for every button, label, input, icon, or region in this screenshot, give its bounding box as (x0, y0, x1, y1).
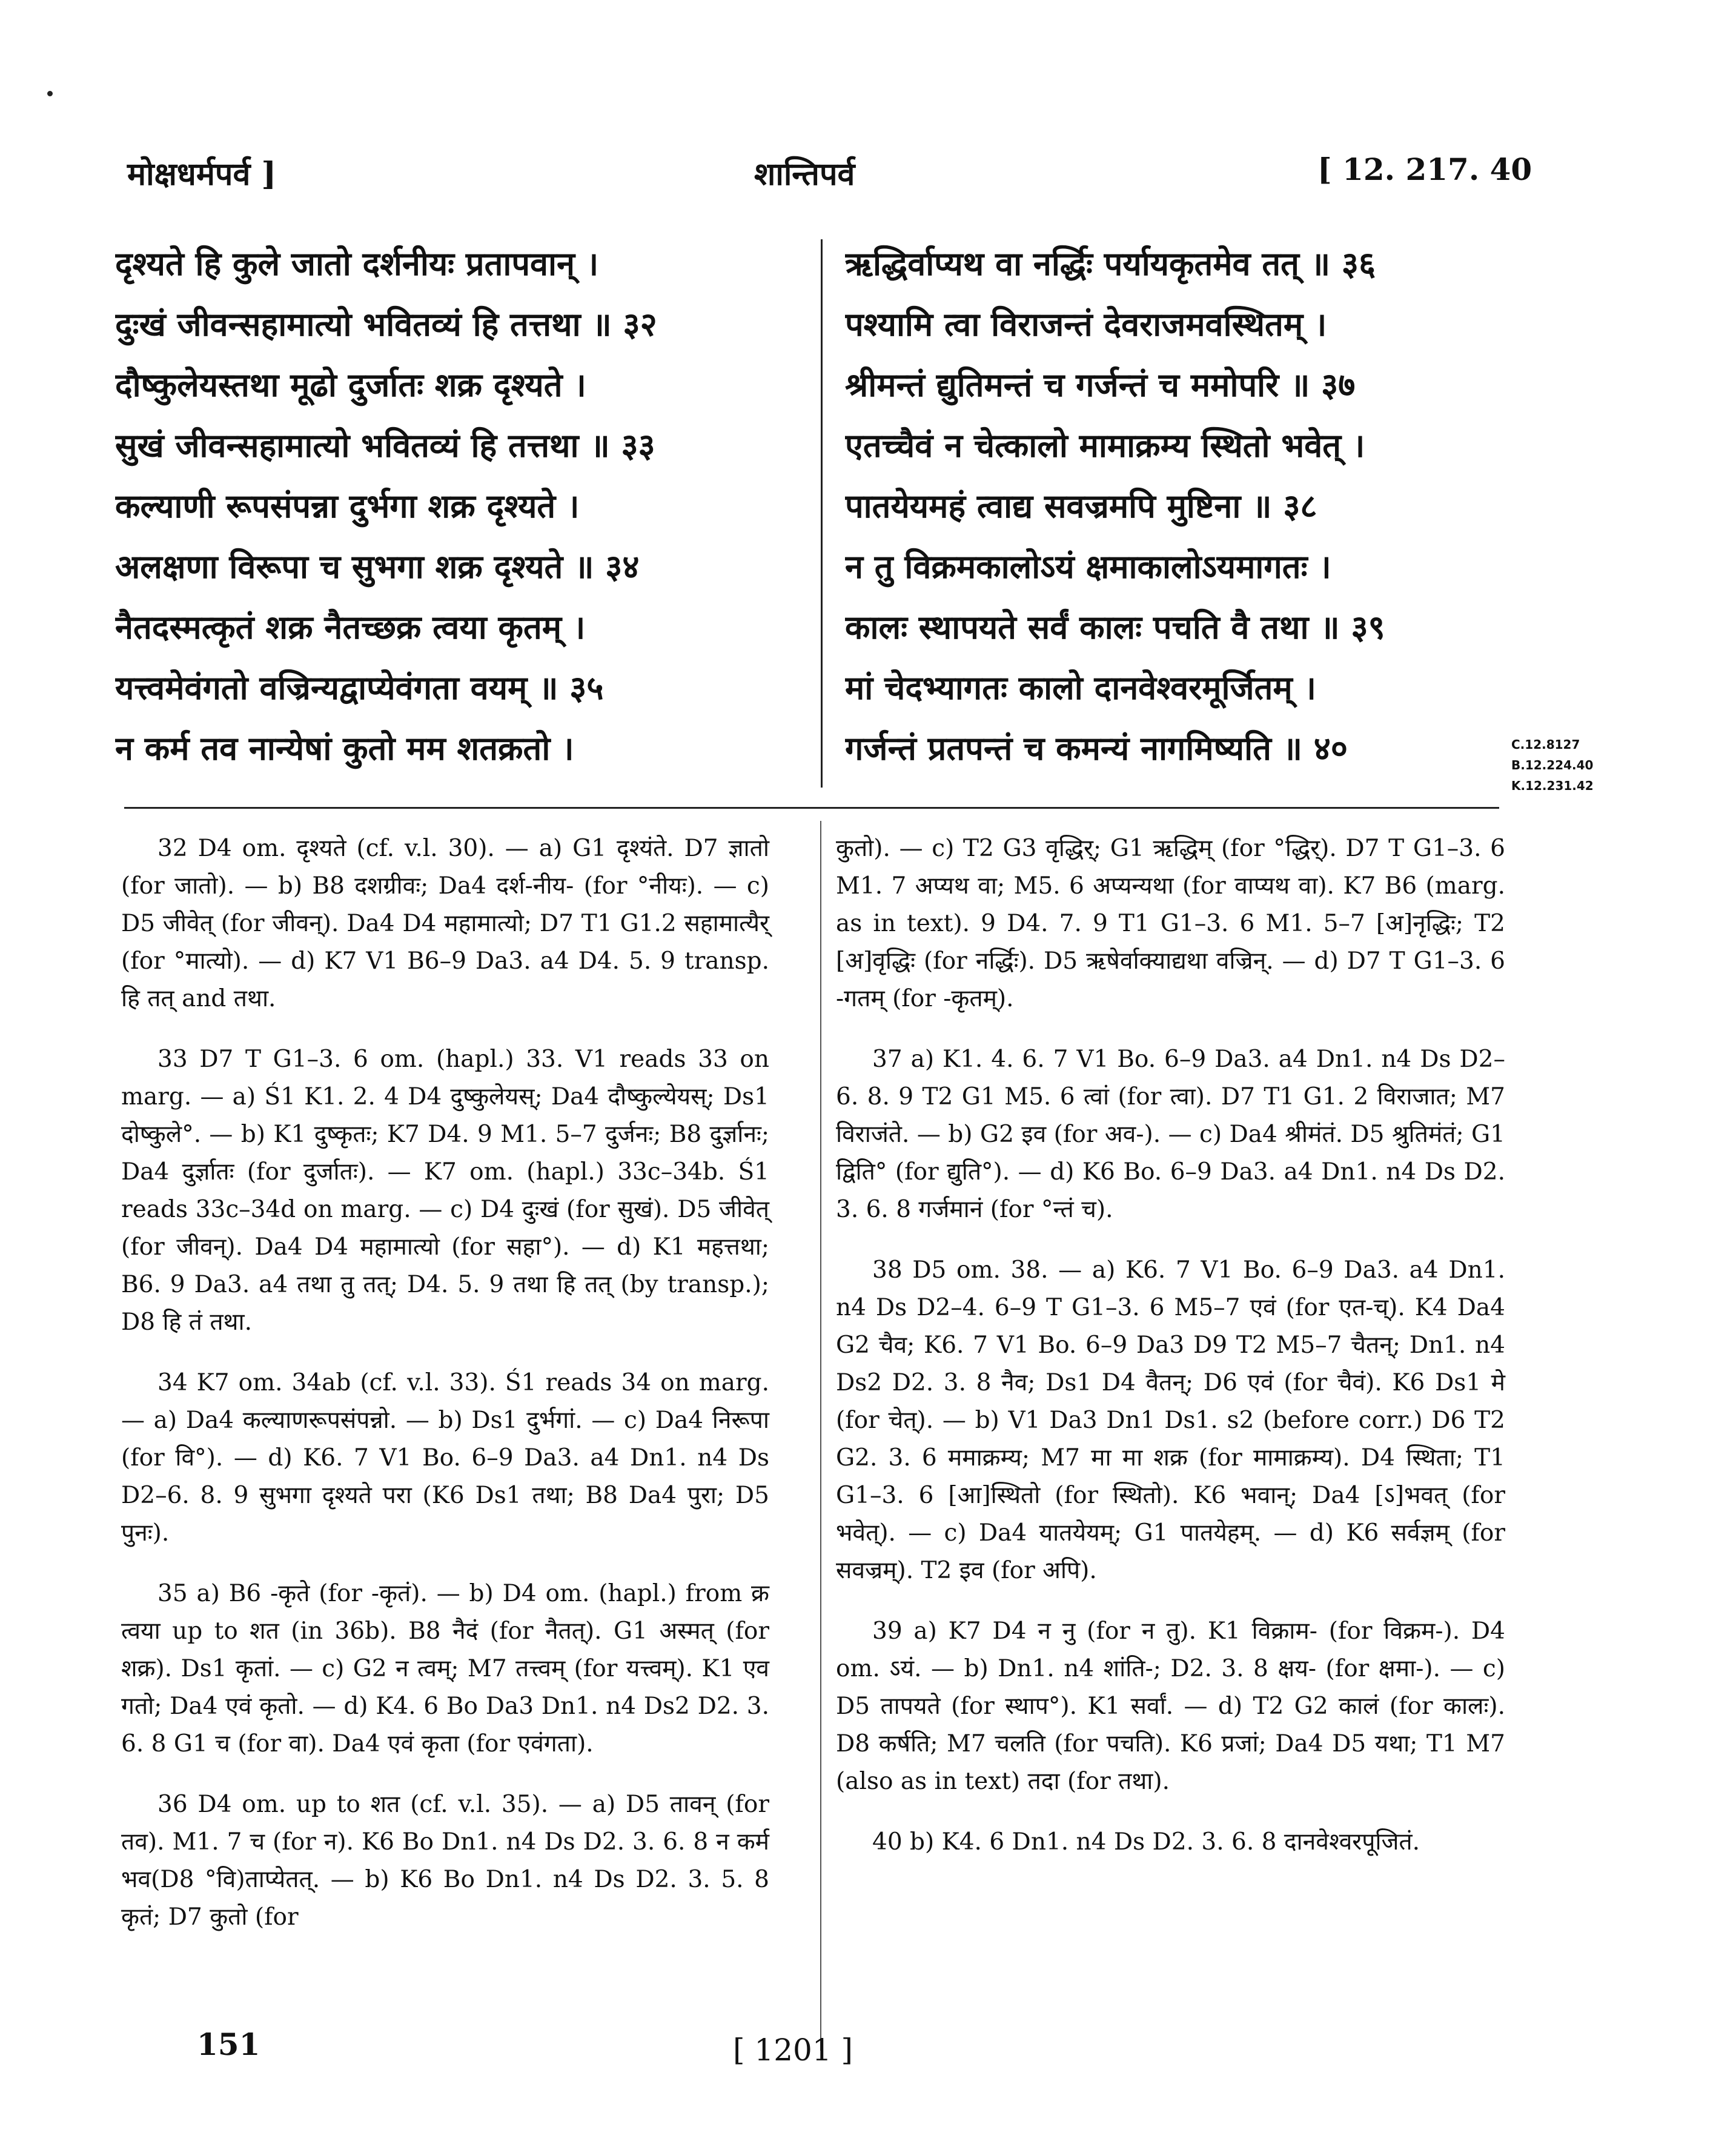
verse-line: ऋद्धिर्वाप्यथ वा नर्द्धिः पर्यायकृतमेव तत् ॥ ३६ (845, 244, 1376, 283)
verse-line: सुखं जीवन्सहामात्यो भवितव्यं हि तत्तथा ॥ ३३ (115, 426, 655, 465)
apparatus-column-left (121, 830, 769, 1959)
verse-line: दुःखं जीवन्सहामात्यो भवितव्यं हि तत्तथा ॥ ३२ (115, 305, 657, 343)
verse-line: पश्यामि त्वा विराजन्तं देवराजमवस्थितम् । (845, 305, 1327, 343)
running-header-left: मोक्षधर्मपर्व ] (127, 156, 277, 193)
apparatus-note: 33 D7 T G1–3. 6 om. (hapl.) 33. V1 reads 33 on marg. — a) Ś1 K1. 2. 4 D4 दुष्कुलेयस्; Da4 दौष्कुल्येयस्; Ds1 दोष्कुले°. — b) K1 दुष्कृतः; K7 D4. 9 M1. 5–7 दुर्जनः; B8 दुर्ज्ञानः; Da4 दुर्ज्ञातः (for दुर्जातः). — K7 om. (hapl.) 33c–34b. Ś1 reads 33c–34d on marg. — c) D4 दुःखं (for सुखं). D5 जीवेत् (for जीवन्). Da4 D4 महामात्यो (for सहा°). — d) K1 महत्तथा; B6. 9 Da3. a4 तथा तु तत्; D4. 5. 9 तथा हि तत् (by transp.); D8 हि तं तथा. (121, 1046, 769, 1336)
running-header-center: शान्तिपर्व (754, 156, 855, 193)
section-rule (124, 807, 1499, 809)
apparatus-note: 39 a) K7 D4 न नु (for न तु). K1 विक्राम- (for विक्रम-). D4 om. ऽयं. — b) Dn1. n4 शांति-; D2. 3. 8 क्षय- (for क्षमा-). — c) D5 तापयते (for स्थाप°). K1 सर्वां. — d) T2 G2 कालं (for कालः). D8 कर्षति; M7 चलति (for पचति). K6 प्रजां; Da4 D5 यथा; T1 M7 (also as in text) तदा (for तथा). (836, 1618, 1505, 1795)
notes-column-divider (820, 821, 821, 2051)
verse-line: दौष्कुलेयस्तथा मूढो दुर्जातः शक्र दृश्यते । (115, 365, 586, 404)
running-header-right: [ 12. 217. 40 (1317, 151, 1532, 187)
verse-line: कालः स्थापयते सर्वं कालः पचति वै तथा ॥ ३९ (845, 608, 1385, 646)
page-number: [ 1201 ] (733, 2033, 853, 2068)
concordance-ref: K.12.231.42 (1511, 778, 1594, 793)
concordance-ref: B.12.224.40 (1511, 758, 1594, 772)
concordance-ref: C.12.8127 (1511, 737, 1580, 752)
apparatus-column-right (836, 830, 1505, 1884)
verse-line: न कर्म तव नान्येषां कुतो मम शतक्रतो । (115, 729, 574, 768)
verse-line: यत्त्वमेवंगतो वज्रिन्यद्वाप्येवंगता वयम् ॥ ३५ (115, 668, 604, 707)
verse-line: गर्जन्तं प्रतपन्तं च कमन्यं नागमिष्यति ॥ ४० (845, 729, 1348, 768)
apparatus-note: 36 D4 om. up to शत (cf. v.l. 35). — a) D5 तावन् (for तव). M1. 7 च (for न). K6 Bo Dn1. n4 Ds D2. 3. 6. 8 न कर्म भव(D8 °वि)ताप्येतत्. — b) K6 Bo Dn1. n4 Ds D2. 3. 5. 8 कृतं; D7 कुतो (for (121, 1791, 769, 1931)
verse-column-right (845, 233, 1523, 778)
verse-line: एतच्चैवं न चेत्कालो मामाक्रम्य स्थितो भवेत् । (845, 426, 1365, 465)
verse-line: न तु विक्रमकालोऽयं क्षमाकालोऽयमागतः । (845, 547, 1331, 586)
verse-column-left (115, 233, 806, 778)
verse-line: श्रीमन्तं द्युतिमन्तं च गर्जन्तं च ममोपरि ॥ ३७ (845, 365, 1356, 404)
apparatus-note: 37 a) K1. 4. 6. 7 V1 Bo. 6–9 Da3. a4 Dn1. n4 Ds D2–6. 8. 9 T2 G1 M5. 6 त्वां (for त्वा). D7 T1 G1. 2 विराजात; M7 विराजंते. — b) G2 इव (for अव-). — c) Da4 श्रीमंतं. D5 श्रुतिमंतं; G1 द्विति° (for द्युति°). — d) K6 Bo. 6–9 Da3. a4 Dn1. n4 Ds D2. 3. 6. 8 गर्जमानं (for °न्तं च). (836, 1046, 1505, 1223)
footer-number: 151 (197, 2026, 260, 2062)
ink-speck (47, 91, 53, 96)
verse-line: कल्याणी रूपसंपन्ना दुर्भगा शक्र दृश्यते । (115, 486, 580, 525)
apparatus-note: 34 K7 om. 34ab (cf. v.l. 33). Ś1 reads 34 on marg. — a) Da4 कल्याणरूपसंपन्नो. — b) Ds1 दुर्भगां. — c) Da4 निरूपा (for वि°). — d) K6. 7 V1 Bo. 6–9 Da3. a4 Dn1. n4 Ds D2–6. 8. 9 सुभगा दृश्यते परा (K6 Ds1 तथा; B8 Da4 पुरा; D5 पुनः). (121, 1369, 769, 1547)
apparatus-note: 32 D4 om. दृश्यते (cf. v.l. 30). — a) G1 दृश्यंते. D7 ज्ञातो (for जातो). — b) B8 दशग्रीवः; Da4 दर्श-नीय- (for °नीयः). — c) D5 जीवेत् (for जीवन्). Da4 D4 महामात्यो; D7 T1 G1.2 सहामात्यैर् (for °मात्यो). — d) K7 V1 B6–9 Da3. a4 D4. 5. 9 transp. हि तत् and तथा. (121, 835, 769, 1012)
verse-column-divider (821, 239, 823, 788)
verse-line: दृश्यते हि कुले जातो दर्शनीयः प्रतापवान् । (115, 244, 599, 283)
apparatus-note: कुतो). — c) T2 G3 वृद्धिर्; G1 ऋद्धिम् (for °द्धिर्). D7 T G1–3. 6 M1. 7 अप्यथ वा; M5. 6 अप्यन्यथा (for वाप्यथ वा). K7 B6 (marg. as in text). 9 D4. 7. 9 T1 G1–3. 6 M1. 5–7 [अ]नृद्धिः; T2 [अ]वृद्धिः (for नर्द्धिः). D5 ऋषेर्वाक्याद्यथा वज्रिन्. — d) D7 T G1–3. 6 -गतम् (for -कृतम्). (836, 835, 1505, 1012)
verse-line: मां चेदभ्यागतः कालो दानवेश्वरमूर्जितम् । (845, 668, 1316, 707)
apparatus-note: 38 D5 om. 38. — a) K6. 7 V1 Bo. 6–9 Da3. a4 Dn1. n4 Ds D2–4. 6–9 T G1–3. 6 M5–7 एवं (for एत-च्). K4 Da4 G2 चैव; K6. 7 V1 Bo. 6–9 Da3 D9 T2 M5–7 चैतन्; Dn1. n4 Ds2 D2. 3. 8 नैव; Ds1 D4 वैतन्; D6 एवं (for चैवं). K6 Ds1 मे (for चेत्). — b) V1 Da3 Dn1 Ds1. s2 (before corr.) D6 T2 G2. 3. 6 ममाक्रम्य; M7 मा मा शक्र (for मामाक्रम्य). D4 स्थिता; T1 G1–3. 6 [आ]स्थितो (for स्थितो). K6 भवान्; Da4 [ऽ]भवत् (for भवेत्). — c) Da4 यातयेयम्; G1 पातयेहम्. — d) K6 सर्वज्ञम् (for सवज्रम्). T2 इव (for अपि). (836, 1256, 1505, 1584)
apparatus-note: 35 a) B6 -कृते (for -कृतं). — b) D4 om. (hapl.) from क्र त्वया up to शत (in 36b). B8 नैदं (for नैतत्). G1 अस्मत् (for शक्र). Ds1 कृतां. — c) G2 न त्वम्; M7 तत्त्वम् (for यत्त्वम्). K1 एव गतो; Da4 एवं कृतो. — d) K4. 6 Bo Da3 Dn1. n4 Ds2 D2. 3. 6. 8 G1 च (for वा). Da4 एवं कृता (for एवंगता). (121, 1580, 769, 1757)
verse-line: अलक्षणा विरूपा च सुभगा शक्र दृश्यते ॥ ३४ (115, 547, 640, 586)
concordance-references (1511, 734, 1594, 796)
verse-line: पातयेयमहं त्वाद्य सवज्रमपि मुष्टिना ॥ ३८ (845, 486, 1317, 525)
apparatus-note: 40 b) K4. 6 Dn1. n4 Ds D2. 3. 6. 8 दानवेश्वरपूजितं. (872, 1828, 1420, 1856)
verse-line: नैतदस्मत्कृतं शक्र नैतच्छक्र त्वया कृतम् । (115, 608, 586, 646)
